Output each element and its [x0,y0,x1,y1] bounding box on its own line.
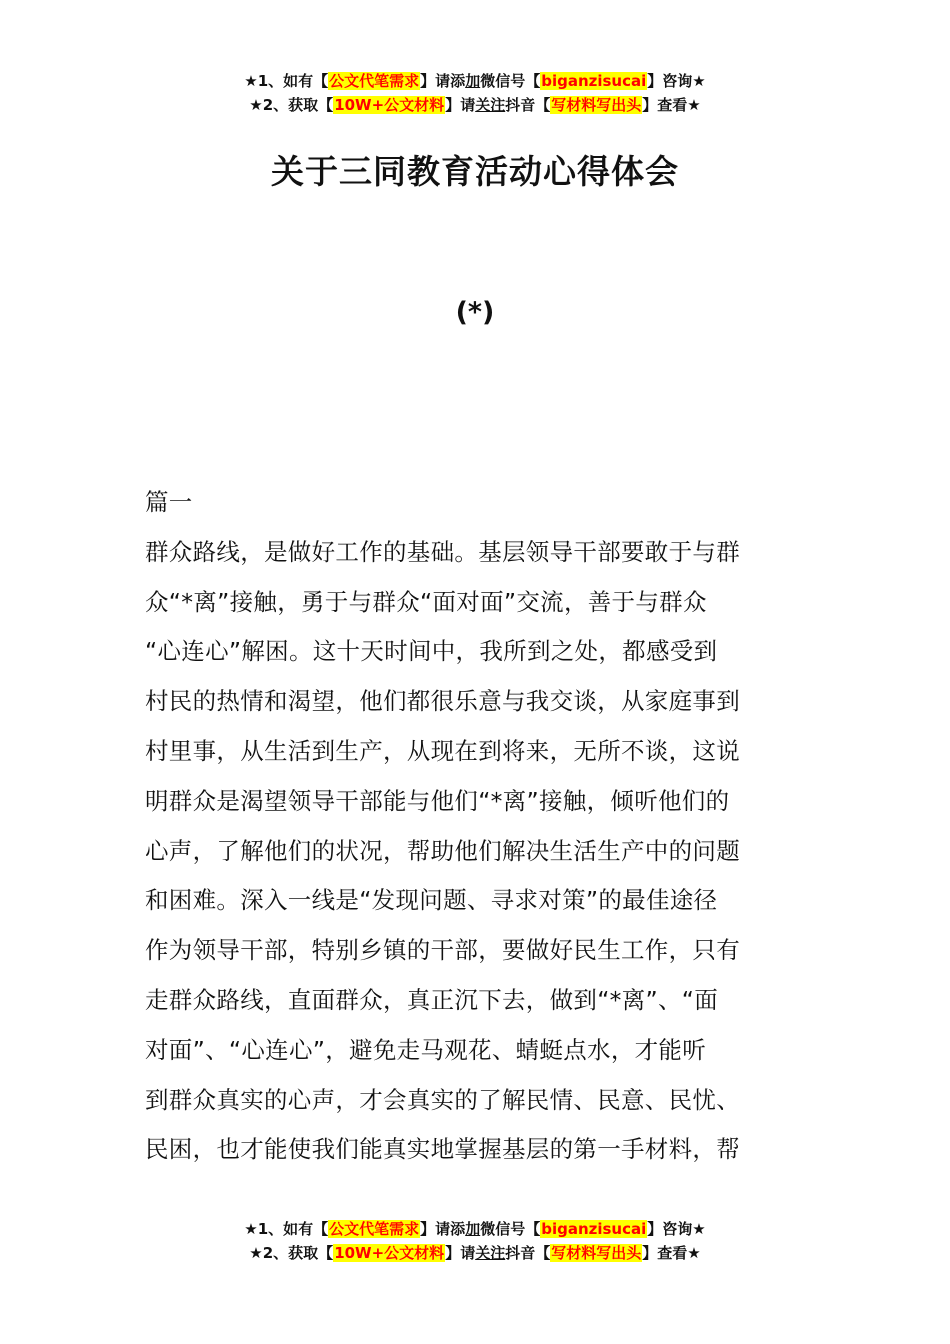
banner-highlight: 公文代笔需求 [329,1220,420,1238]
body-line: 群众路线，是做好工作的基础。基层领导干部要敢于与群 [145,537,740,566]
body-line: 和困难。深入一线是“发现问题、寻求对策”的最佳途径 [145,886,718,915]
document-subtitle: (*) [455,297,495,328]
banner-text: 】请 [445,96,476,114]
banner-underlined-text: 加 [465,1220,481,1238]
banner-text: 抖音【 [505,96,551,114]
banner-highlight: 10W+公文材料 [334,96,445,114]
banner-highlight: biganzisucai [541,1220,647,1238]
banner-underlined-text: 关注 [475,96,506,114]
body-line: 村民的热情和渴望，他们都很乐意与我交谈，从家庭事到 [145,687,740,716]
document-body [145,478,807,1175]
footer-banner [0,1217,950,1265]
banner-highlight: 写材料写出头 [551,96,642,114]
banner-highlight: 10W+公文材料 [334,1244,445,1262]
banner-line-1 [0,1217,950,1241]
document-title: 关于三同教育活动心得体会 [271,152,679,191]
banner-text: 抖音【 [505,1244,551,1262]
banner-text: 】请添 [420,72,466,90]
banner-text: 】请添 [420,1220,466,1238]
section-label: 篇一 [145,488,193,516]
banner-underlined-text: 关注 [475,1244,506,1262]
body-line: 到群众真实的心声，才会真实的了解民情、民意、民忧、 [145,1085,740,1114]
body-line: 走群众路线，直面群众，真正沉下去，做到“*离”、“面 [145,985,719,1014]
header-banner [0,69,950,117]
banner-text: ★1、如有【 [244,72,329,90]
body-line: 村里事，从生活到生产，从现在到将来，无所不谈，这说 [145,736,740,765]
body-line: 众“*离”接触，勇于与群众“面对面”交流，善于与群众 [145,587,707,616]
banner-underlined-text: 加 [465,72,481,90]
banner-line-2 [0,93,950,117]
banner-text: 微信号【 [480,1220,541,1238]
banner-highlight: 写材料写出头 [551,1244,642,1262]
banner-highlight: biganzisucai [541,72,647,90]
banner-text: ★2、获取【 [249,96,334,114]
body-line: 作为领导干部，特别乡镇的干部，要做好民生工作，只有 [145,936,740,965]
body-line: 对面”、“心连心”，避免走马观花、蜻蜓点水，才能听 [145,1035,707,1064]
banner-text: 】查看★ [642,96,701,114]
body-line: 心声，了解他们的状况，帮助他们解决生活生产中的问题 [145,836,740,865]
banner-text: 】咨询★ [647,72,706,90]
body-line: 民困，也才能使我们能真实地掌握基层的第一手材料，帮 [145,1135,740,1164]
banner-text: 微信号【 [480,72,541,90]
banner-text: 】查看★ [642,1244,701,1262]
banner-text: ★1、如有【 [244,1220,329,1238]
banner-highlight: 公文代笔需求 [329,72,420,90]
banner-line-2 [0,1241,950,1265]
banner-text: 】请 [445,1244,476,1262]
banner-text: ★2、获取【 [249,1244,334,1262]
banner-line-1 [0,69,950,93]
body-line: 明群众是渴望领导干部能与他们“*离”接触，倾听他们的 [145,786,730,815]
banner-text: 】咨询★ [647,1220,706,1238]
body-line: “心连心”解困。这十天时间中，我所到之处，都感受到 [145,637,718,666]
